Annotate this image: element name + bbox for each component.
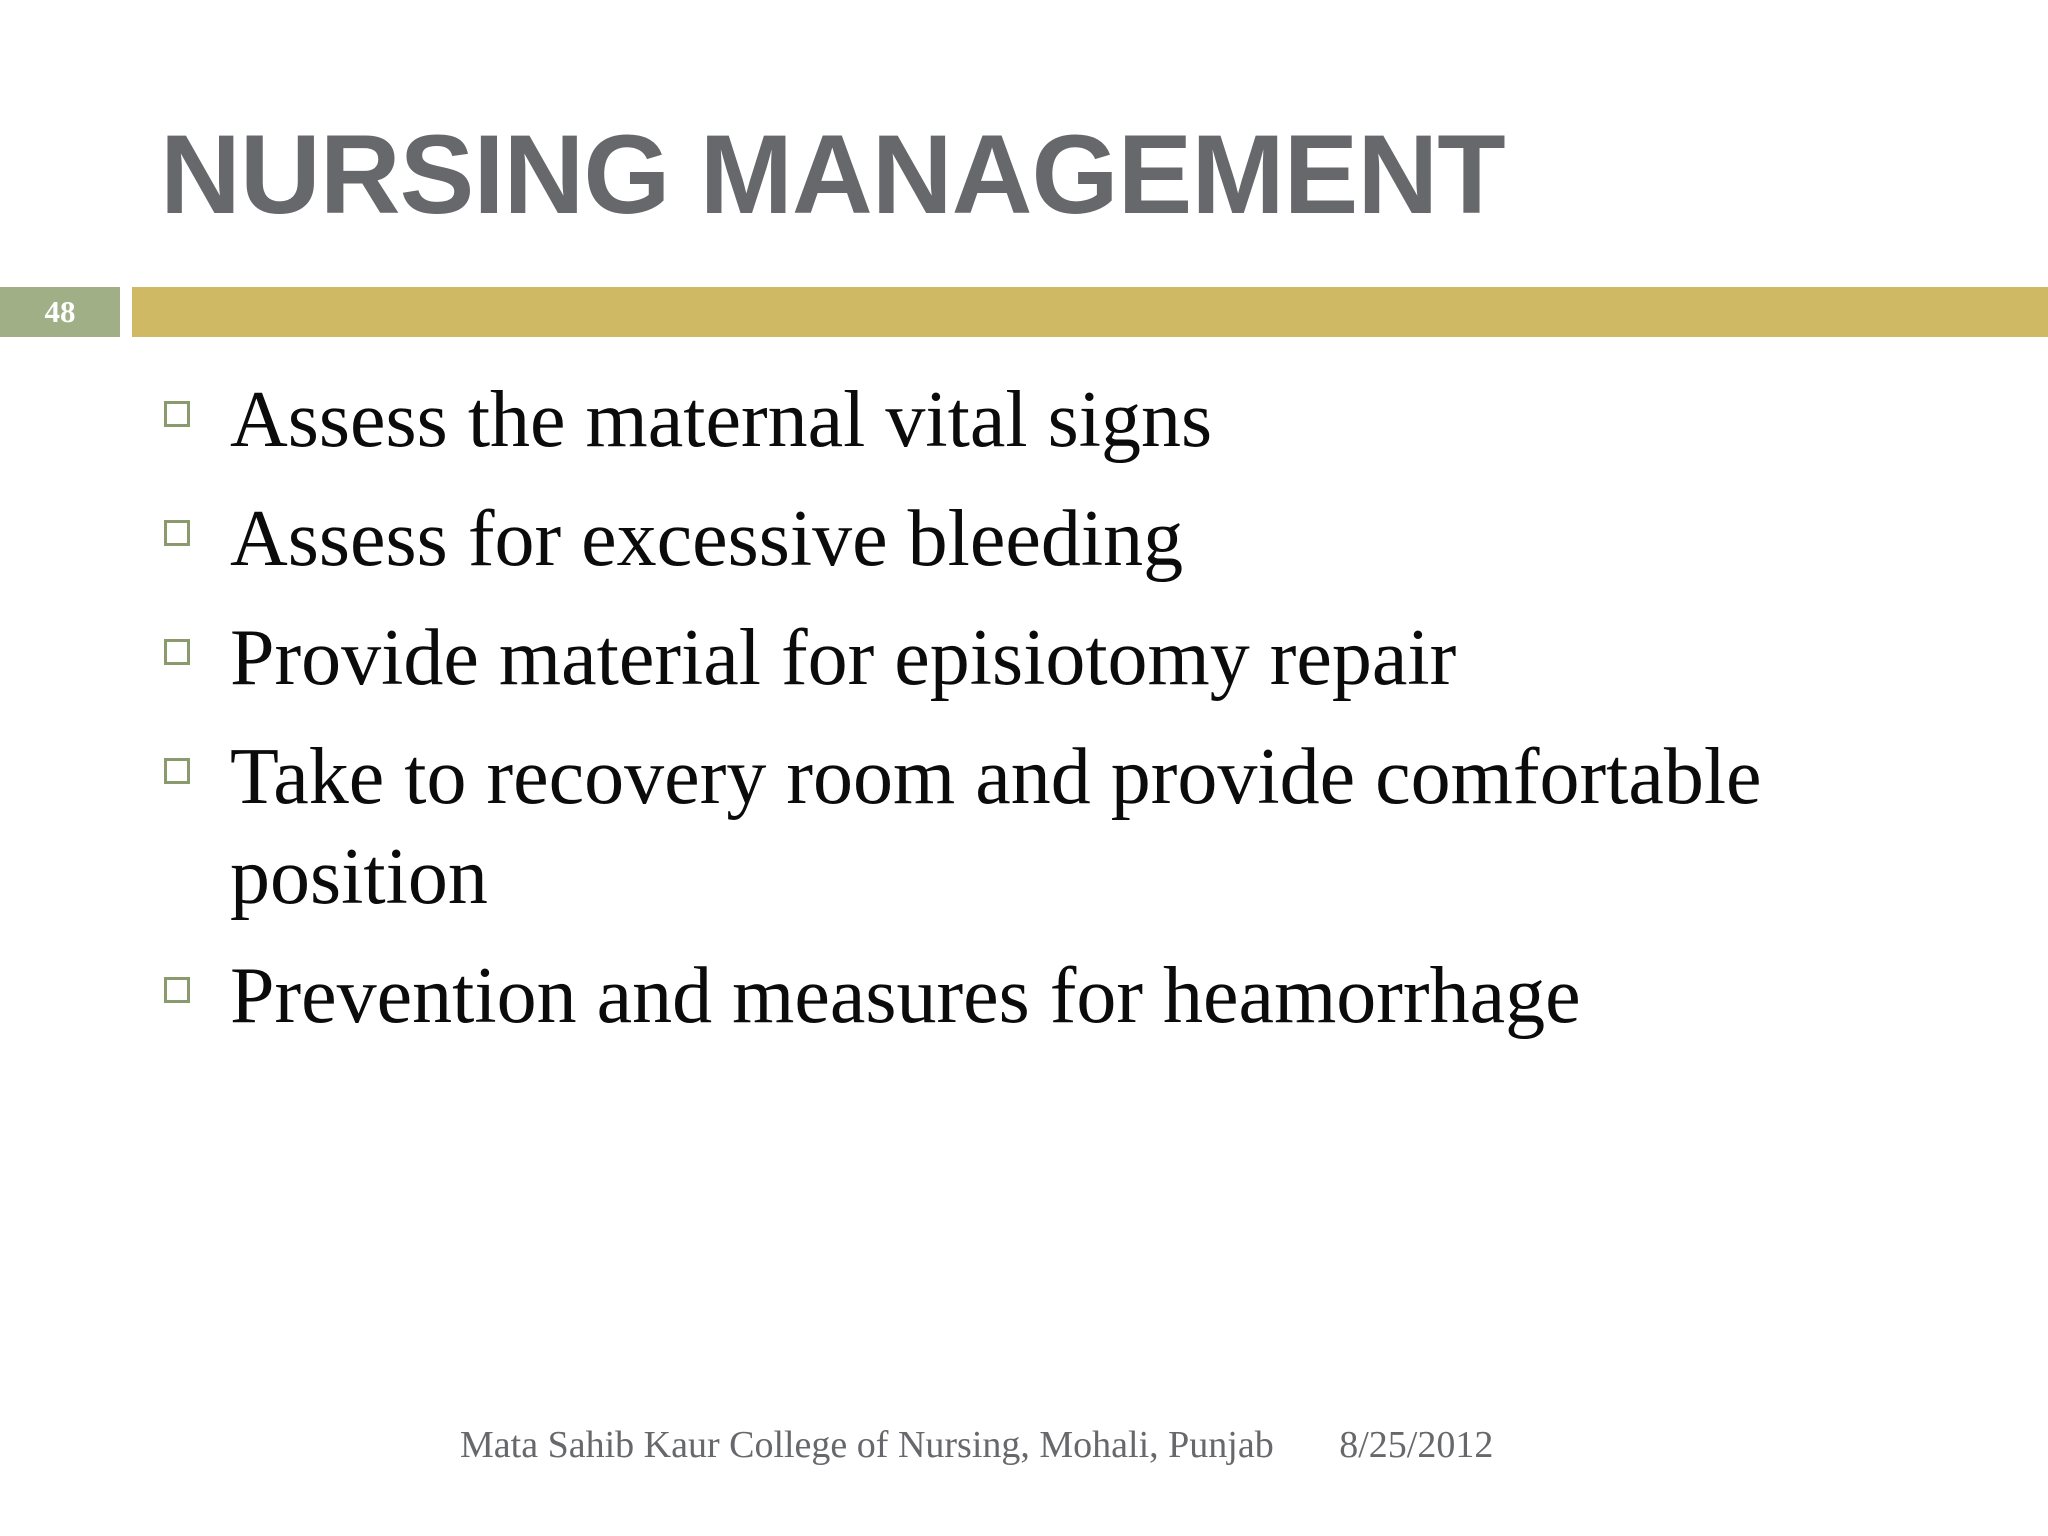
bullet-item: [160, 946, 1960, 1046]
bullet-text: Assess the maternal vital signs: [230, 376, 1213, 464]
bullet-item: [160, 608, 1960, 708]
footer-date: 8/25/2012: [1339, 1424, 1494, 1466]
bullet-text: Assess for excessive bleeding: [230, 495, 1184, 583]
square-bullet-icon: [164, 639, 190, 665]
footer-college: Mata Sahib Kaur College of Nursing, Mohali, Punjab: [460, 1424, 1274, 1466]
square-bullet-icon: [164, 758, 190, 784]
bullet-list: [160, 370, 1960, 1065]
slide-title: NURSING MANAGEMENT: [160, 112, 1505, 237]
accent-bar: [132, 287, 2048, 337]
bullet-text: Provide material for episiotomy repair: [230, 614, 1457, 702]
slide-number: 48: [0, 287, 120, 337]
bullet-item: [160, 489, 1960, 589]
square-bullet-icon: [164, 520, 190, 546]
bullet-item: [160, 370, 1960, 470]
bullet-item: [160, 727, 1960, 927]
square-bullet-icon: [164, 977, 190, 1003]
footer: [460, 1420, 1493, 1470]
square-bullet-icon: [164, 401, 190, 427]
bullet-text: Prevention and measures for heamorrhage: [230, 952, 1581, 1040]
bullet-text: Take to recovery room and provide comfortable position: [230, 733, 1762, 921]
